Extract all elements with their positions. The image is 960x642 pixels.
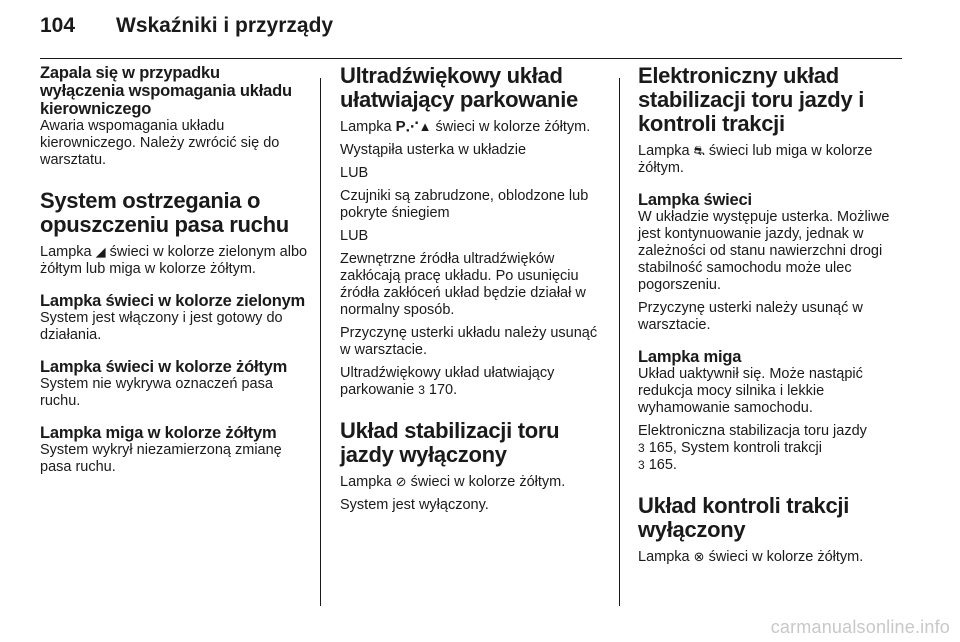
esc-off-icon: ⊘: [395, 474, 407, 489]
section-heading: Układ kontroli trakcji wyłączony: [638, 493, 850, 542]
section-text: LUB: [340, 165, 369, 181]
section-text: Zewnętrzne źródła ultradźwięków zakłócają pracę układu. Po usunięciu źródła zakłóceń układ będzie działał w normalny sposób.: [340, 251, 586, 318]
section-text: Układ uaktywnił się. Może nastąpić redukcja mocy silnika i lekkie wyhamowanie samochodu.: [638, 366, 863, 416]
lane-departure-icon: ◢: [95, 244, 106, 259]
section-text: System nie wykrywa oznaczeń pasa ruchu.: [40, 376, 273, 409]
watermark: carmanualsonline.info: [770, 617, 950, 637]
section-text: Ultradźwiękowy układ ułatwiający parkowanie 3 170.: [340, 365, 555, 398]
column-divider-1: [320, 78, 321, 606]
column-2: [340, 64, 608, 520]
section-text: Przyczynę usterki należy usunąć w warsztacie.: [638, 300, 863, 333]
traction-control-off-icon: ⊗: [693, 549, 705, 564]
column-divider-2: [619, 78, 620, 606]
column-3: [638, 64, 906, 572]
section-heading: Lampka świeci w kolorze zielonym: [40, 292, 306, 310]
column-1: [40, 64, 308, 482]
section-heading: Lampka miga: [638, 348, 742, 366]
page-header: [40, 14, 902, 38]
esc-icon: ⛐: [693, 143, 705, 158]
section-text: Lampka ◢ świeci w kolorze zielonym albo żółtym lub miga w kolorze żółtym.: [40, 244, 308, 277]
section-text: Przyczynę usterki układu należy usunąć w warsztacie.: [340, 325, 598, 358]
page-number: 104: [40, 14, 76, 37]
section-heading: Zapala się w przypadku wyłączenia wspomagania układu kierowniczego: [40, 64, 292, 118]
section-heading: Lampka świeci w kolorze żółtym: [40, 358, 288, 376]
section-text: Lampka ⊘ świeci w kolorze żółtym.: [340, 474, 566, 490]
section-text: Awaria wspomagania układu kierowniczego. Należy zwrócić się do warsztatu.: [40, 118, 280, 168]
section-text: Lampka P⋰▲ świeci w kolorze żółtym.: [340, 118, 591, 135]
section-heading: Ultradźwiękowy układ ułatwiający parkowanie: [340, 63, 578, 112]
section-heading: Lampka miga w kolorze żółtym: [40, 424, 277, 442]
section-heading: System ostrzegania o opuszczeniu pasa ruchu: [40, 188, 289, 237]
section-heading: Lampka świeci: [638, 191, 752, 209]
header-divider: [40, 58, 902, 59]
parking-assist-icon: P⋰▲: [395, 118, 432, 135]
section-text: Wystąpiła usterka w układzie: [340, 142, 527, 158]
section-text: Czujniki są zabrudzone, oblodzone lub pokryte śniegiem: [340, 188, 589, 221]
page-reference-icon: 3: [638, 441, 645, 455]
section-heading: Elektroniczny układ stabilizacji toru jazdy i kontroli trakcji: [638, 63, 865, 136]
section-text: System wykrył niezamierzoną zmianę pasa ruchu.: [40, 442, 282, 475]
section-text: Lampka ⛐ świeci lub miga w kolorze żółtym.: [638, 143, 873, 176]
section-text: LUB: [340, 228, 369, 244]
section-text: W układzie występuje usterka. Możliwe jest kontynuowanie jazdy, jednak w zależności od stanu nawierzchni drogi stabilność samochodu może ulec pogorszeniu.: [638, 209, 890, 293]
page-reference-icon: 3: [638, 458, 645, 472]
section-text: System jest włączony i jest gotowy do działania.: [40, 310, 283, 343]
section-heading: Układ stabilizacji toru jazdy wyłączony: [340, 418, 560, 467]
page-reference-icon: 3: [418, 383, 425, 397]
section-text: Elektroniczna stabilizacja toru jazdy 3 165, System kontroli trakcji 3 165.: [638, 423, 867, 473]
section-text: System jest wyłączony.: [340, 497, 489, 513]
page-title: Wskaźniki i przyrządy: [116, 14, 334, 37]
section-text: Lampka ⊗ świeci w kolorze żółtym.: [638, 549, 864, 565]
